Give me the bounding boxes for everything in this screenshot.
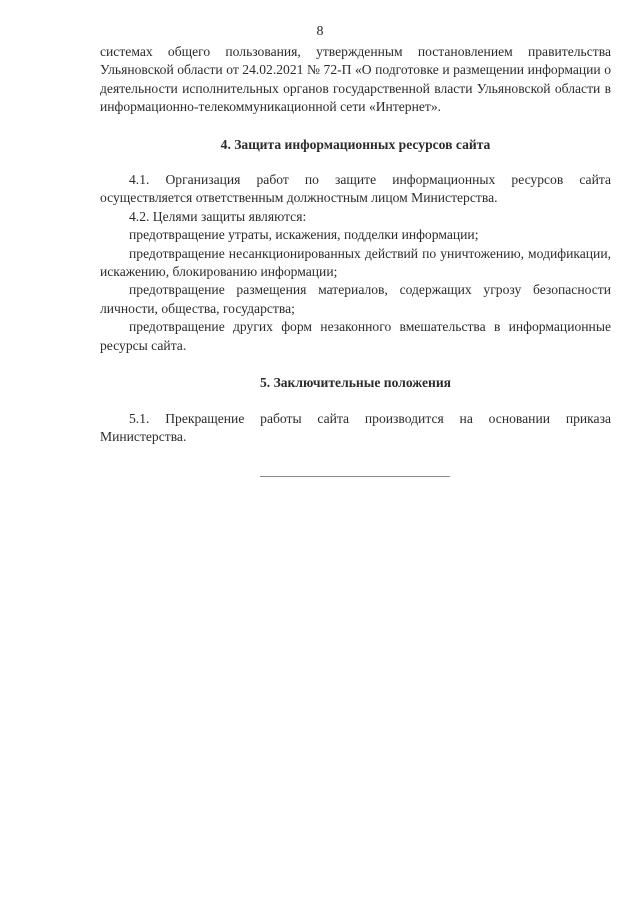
paragraph-4-1: 4.1. Организация работ по защите информационных ресурсов сайта осуществляется ответственным должностным лицом Министерства. — [100, 172, 611, 206]
page-number: 8 — [316, 24, 324, 39]
goal-item: предотвращение несанкционированных действий по уничтожению, модификации, искажению, блокированию информации; — [100, 245, 611, 280]
intro-paragraph: системах общего пользования, утвержденным постановлением правительства Ульяновской области от 24.02.2021 № 72-П «О подготовке и размещении информации о деятельности исполнительных органов государственной власти Ульяновской области в информационно-телекоммуникационной сети «Интернет». — [100, 44, 611, 115]
section-5-heading: 5. Заключительные положения — [259, 375, 452, 391]
goal-item: предотвращение размещения материалов, содержащих угрозу безопасности личности, общества, государства; — [100, 282, 611, 316]
document-body — [100, 43, 611, 446]
paragraph-5-1: 5.1. Прекращение работы сайта производится на основании приказа Министерства. — [100, 410, 611, 444]
goal-item: предотвращение утраты, искажения, подделки информации; — [129, 227, 479, 243]
paragraph-4-2: 4.2. Целями защиты являются: — [129, 208, 307, 224]
goal-item: предотвращение других форм незаконного вмешательства в информационные ресурсы сайта. — [100, 319, 611, 353]
end-divider — [260, 476, 450, 477]
section-4-heading: 4. Защита информационных ресурсов сайта — [220, 136, 491, 152]
